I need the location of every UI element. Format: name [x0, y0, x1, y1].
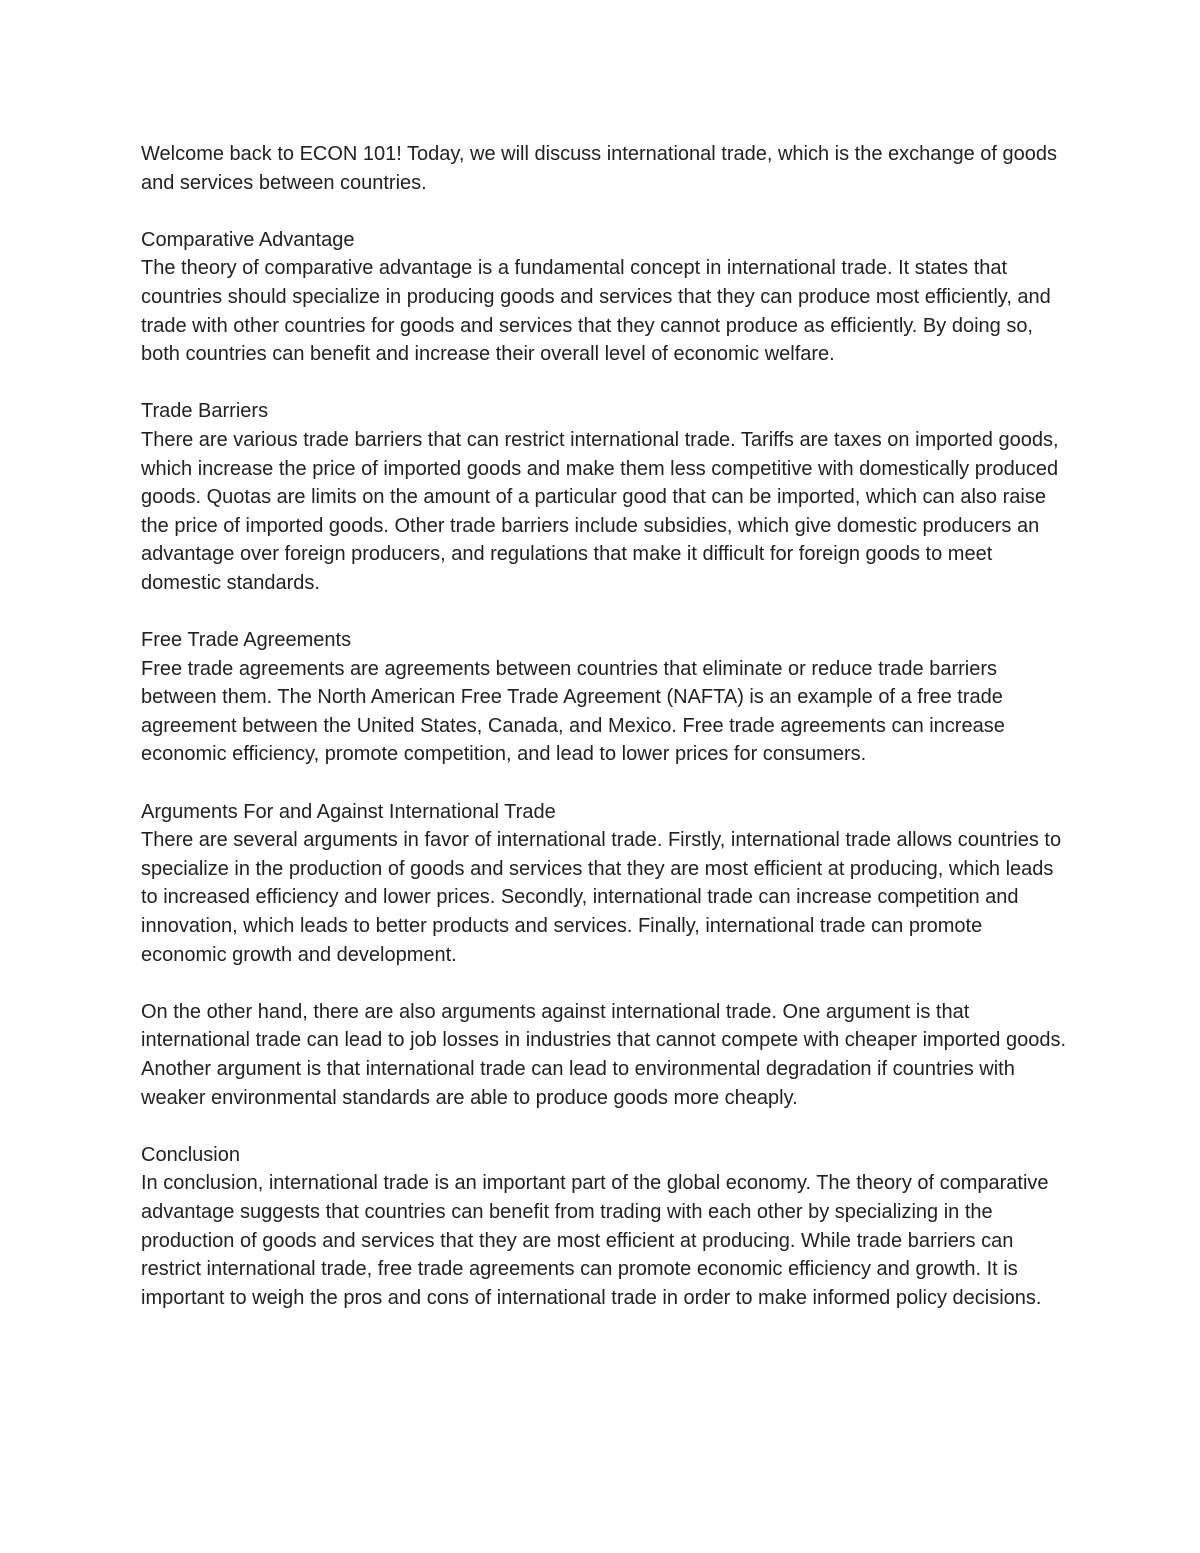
section-heading: Trade Barriers — [141, 400, 269, 423]
section-paragraph: In conclusion, international trade is an important part of the global economy. The theory of comparative advantage suggests that countries can benefit from trading with each other by specializing in the production of goods and services that they are most efficient at producing. While trade barriers can restrict international trade, free trade agreements can promote economic efficiency and growth. It is important to weigh the pros and cons of international trade in order to make informed policy decisions. — [141, 1172, 1049, 1309]
section-conclusion — [141, 1141, 1071, 1313]
section-paragraph: On the other hand, there are also arguments against international trade. One argument is that international trade can lead to job losses in industries that cannot compete with cheaper imported goods. Another argument is that international trade can lead to environmental degradation if countries with weaker environmental standards are able to produce goods more cheaply. — [141, 1000, 1066, 1109]
section-paragraph: Free trade agreements are agreements between countries that eliminate or reduce trade barriers between them. The North American Free Trade Agreement (NAFTA) is an example of a free trade agreement between the United States, Canada, and Mexico. Free trade agreements can increase economic efficiency, promote competition, and lead to lower prices for consumers. — [141, 657, 1005, 766]
section-free-trade-agreements — [141, 626, 1071, 769]
intro-block — [141, 140, 1071, 197]
section-heading: Comparative Advantage — [141, 228, 355, 251]
section-comparative-advantage — [141, 226, 1071, 369]
section-arguments — [141, 798, 1071, 970]
section-paragraph: There are several arguments in favor of international trade. Firstly, international trade allows countries to specialize in the production of goods and services that they are most efficient at producing, which leads to increased efficiency and lower prices. Secondly, international trade can increase competition and innovation, which leads to better products and services. Finally, international trade can promote economic growth and development. — [141, 829, 1062, 966]
section-paragraph: There are various trade barriers that can restrict international trade. Tariffs are taxes on imported goods, which increase the price of imported goods and make them less competitive with domestically produced goods. Quotas are limits on the amount of a particular good that can be imported, which can also raise the price of imported goods. Other trade barriers include subsidies, which give domestic producers an advantage over foreign producers, and regulations that make it difficult for foreign goods to meet domestic standards. — [141, 428, 1059, 594]
section-heading: Free Trade Agreements — [141, 629, 352, 652]
section-arguments-continued — [141, 998, 1071, 1112]
intro-paragraph: Welcome back to ECON 101! Today, we will discuss international trade, which is the exchange of goods and services between countries. — [141, 143, 1058, 194]
document-page — [141, 140, 1071, 1341]
section-heading: Conclusion — [141, 1143, 240, 1166]
section-paragraph: The theory of comparative advantage is a fundamental concept in international trade. It states that countries should specialize in producing goods and services that they can produce most efficiently, and trade with other countries for goods and services that they cannot produce as efficiently. By doing so, both countries can benefit and increase their overall level of economic welfare. — [141, 257, 1051, 366]
section-heading: Arguments For and Against International Trade — [141, 800, 556, 823]
section-trade-barriers — [141, 397, 1071, 597]
